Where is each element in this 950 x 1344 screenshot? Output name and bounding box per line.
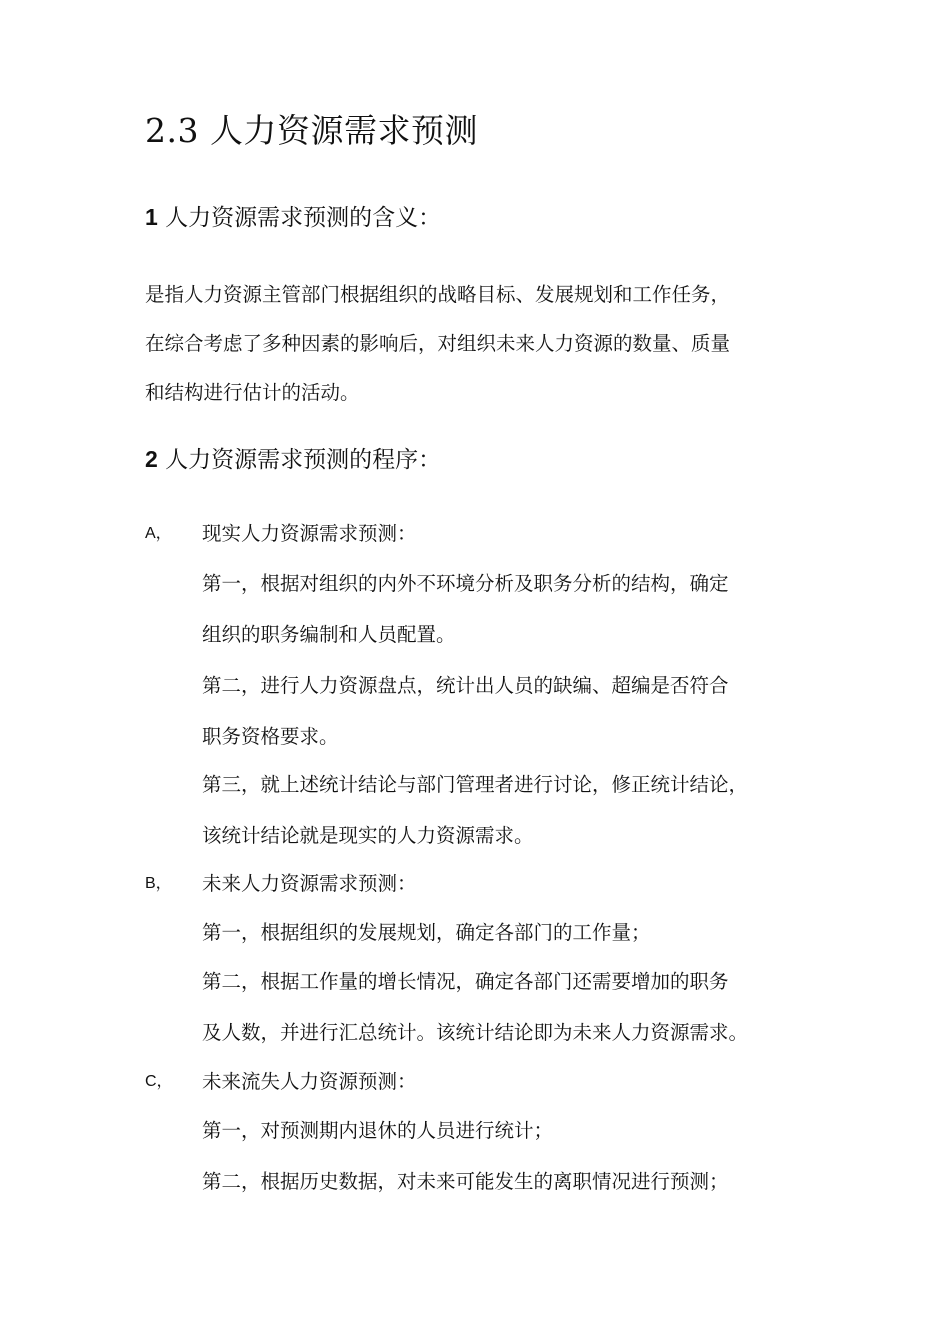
part-a-item-3 (202, 759, 812, 861)
section-2-heading (145, 442, 441, 477)
section-2-heading-text: 人力资源需求预测的程序： (165, 447, 442, 473)
part-c-title: 未来流失人力资源预测： (202, 1070, 417, 1093)
item-line: 第一，根据对组织的内外不环境分析及职务分析的结构，确定 (202, 572, 729, 595)
part-b-title: 未来人力资源需求预测： (202, 872, 417, 895)
item-line: 该统计结论就是现实的人力资源需求。 (202, 824, 534, 847)
item-line: 第二，进行人力资源盘点，统计出人员的缺编、超编是否符合 (202, 674, 729, 697)
part-b-item-1 (202, 907, 812, 958)
item-line: 第三，就上述统计结论与部门管理者进行讨论，修正统计结论， (202, 773, 749, 796)
part-a-item-1 (202, 558, 812, 660)
section-1-heading (145, 200, 441, 235)
part-c-item-2 (202, 1156, 812, 1207)
section-2-number: 2 (145, 446, 158, 472)
item-line: 第一，根据组织的发展规划，确定各部门的工作量； (202, 921, 651, 944)
item-line: 及人数，并进行汇总统计。该统计结论即为未来人力资源需求。 (202, 1021, 749, 1044)
part-b-marker: B， (145, 875, 172, 892)
part-c-item-1 (202, 1105, 812, 1156)
part-c-marker: C， (145, 1073, 173, 1090)
section-1-number: 1 (145, 204, 158, 230)
paragraph-line: 在综合考虑了多种因素的影响后，对组织未来人力资源的数量、质量 (145, 332, 731, 355)
item-line: 组织的职务编制和人员配置。 (202, 623, 456, 646)
item-line: 职务资格要求。 (202, 725, 339, 748)
item-line: 第一，对预测期内退休的人员进行统计； (202, 1119, 554, 1142)
item-line: 第二，根据历史数据，对未来可能发生的离职情况进行预测； (202, 1170, 729, 1193)
section-1-paragraph (145, 270, 810, 417)
part-a-marker: A， (145, 525, 172, 542)
paragraph-line: 是指人力资源主管部门根据组织的战略目标、发展规划和工作任务， (145, 283, 731, 306)
part-a-title: 现实人力资源需求预测： (202, 522, 417, 545)
section-1-heading-text: 人力资源需求预测的含义： (165, 205, 442, 231)
paragraph-line: 和结构进行估计的活动。 (145, 381, 360, 404)
item-line: 第二，根据工作量的增长情况，确定各部门还需要增加的职务 (202, 970, 729, 993)
page-title: 2.3 人力资源需求预测 (145, 111, 478, 150)
part-b-item-2 (202, 956, 812, 1058)
part-a-item-2 (202, 660, 812, 762)
